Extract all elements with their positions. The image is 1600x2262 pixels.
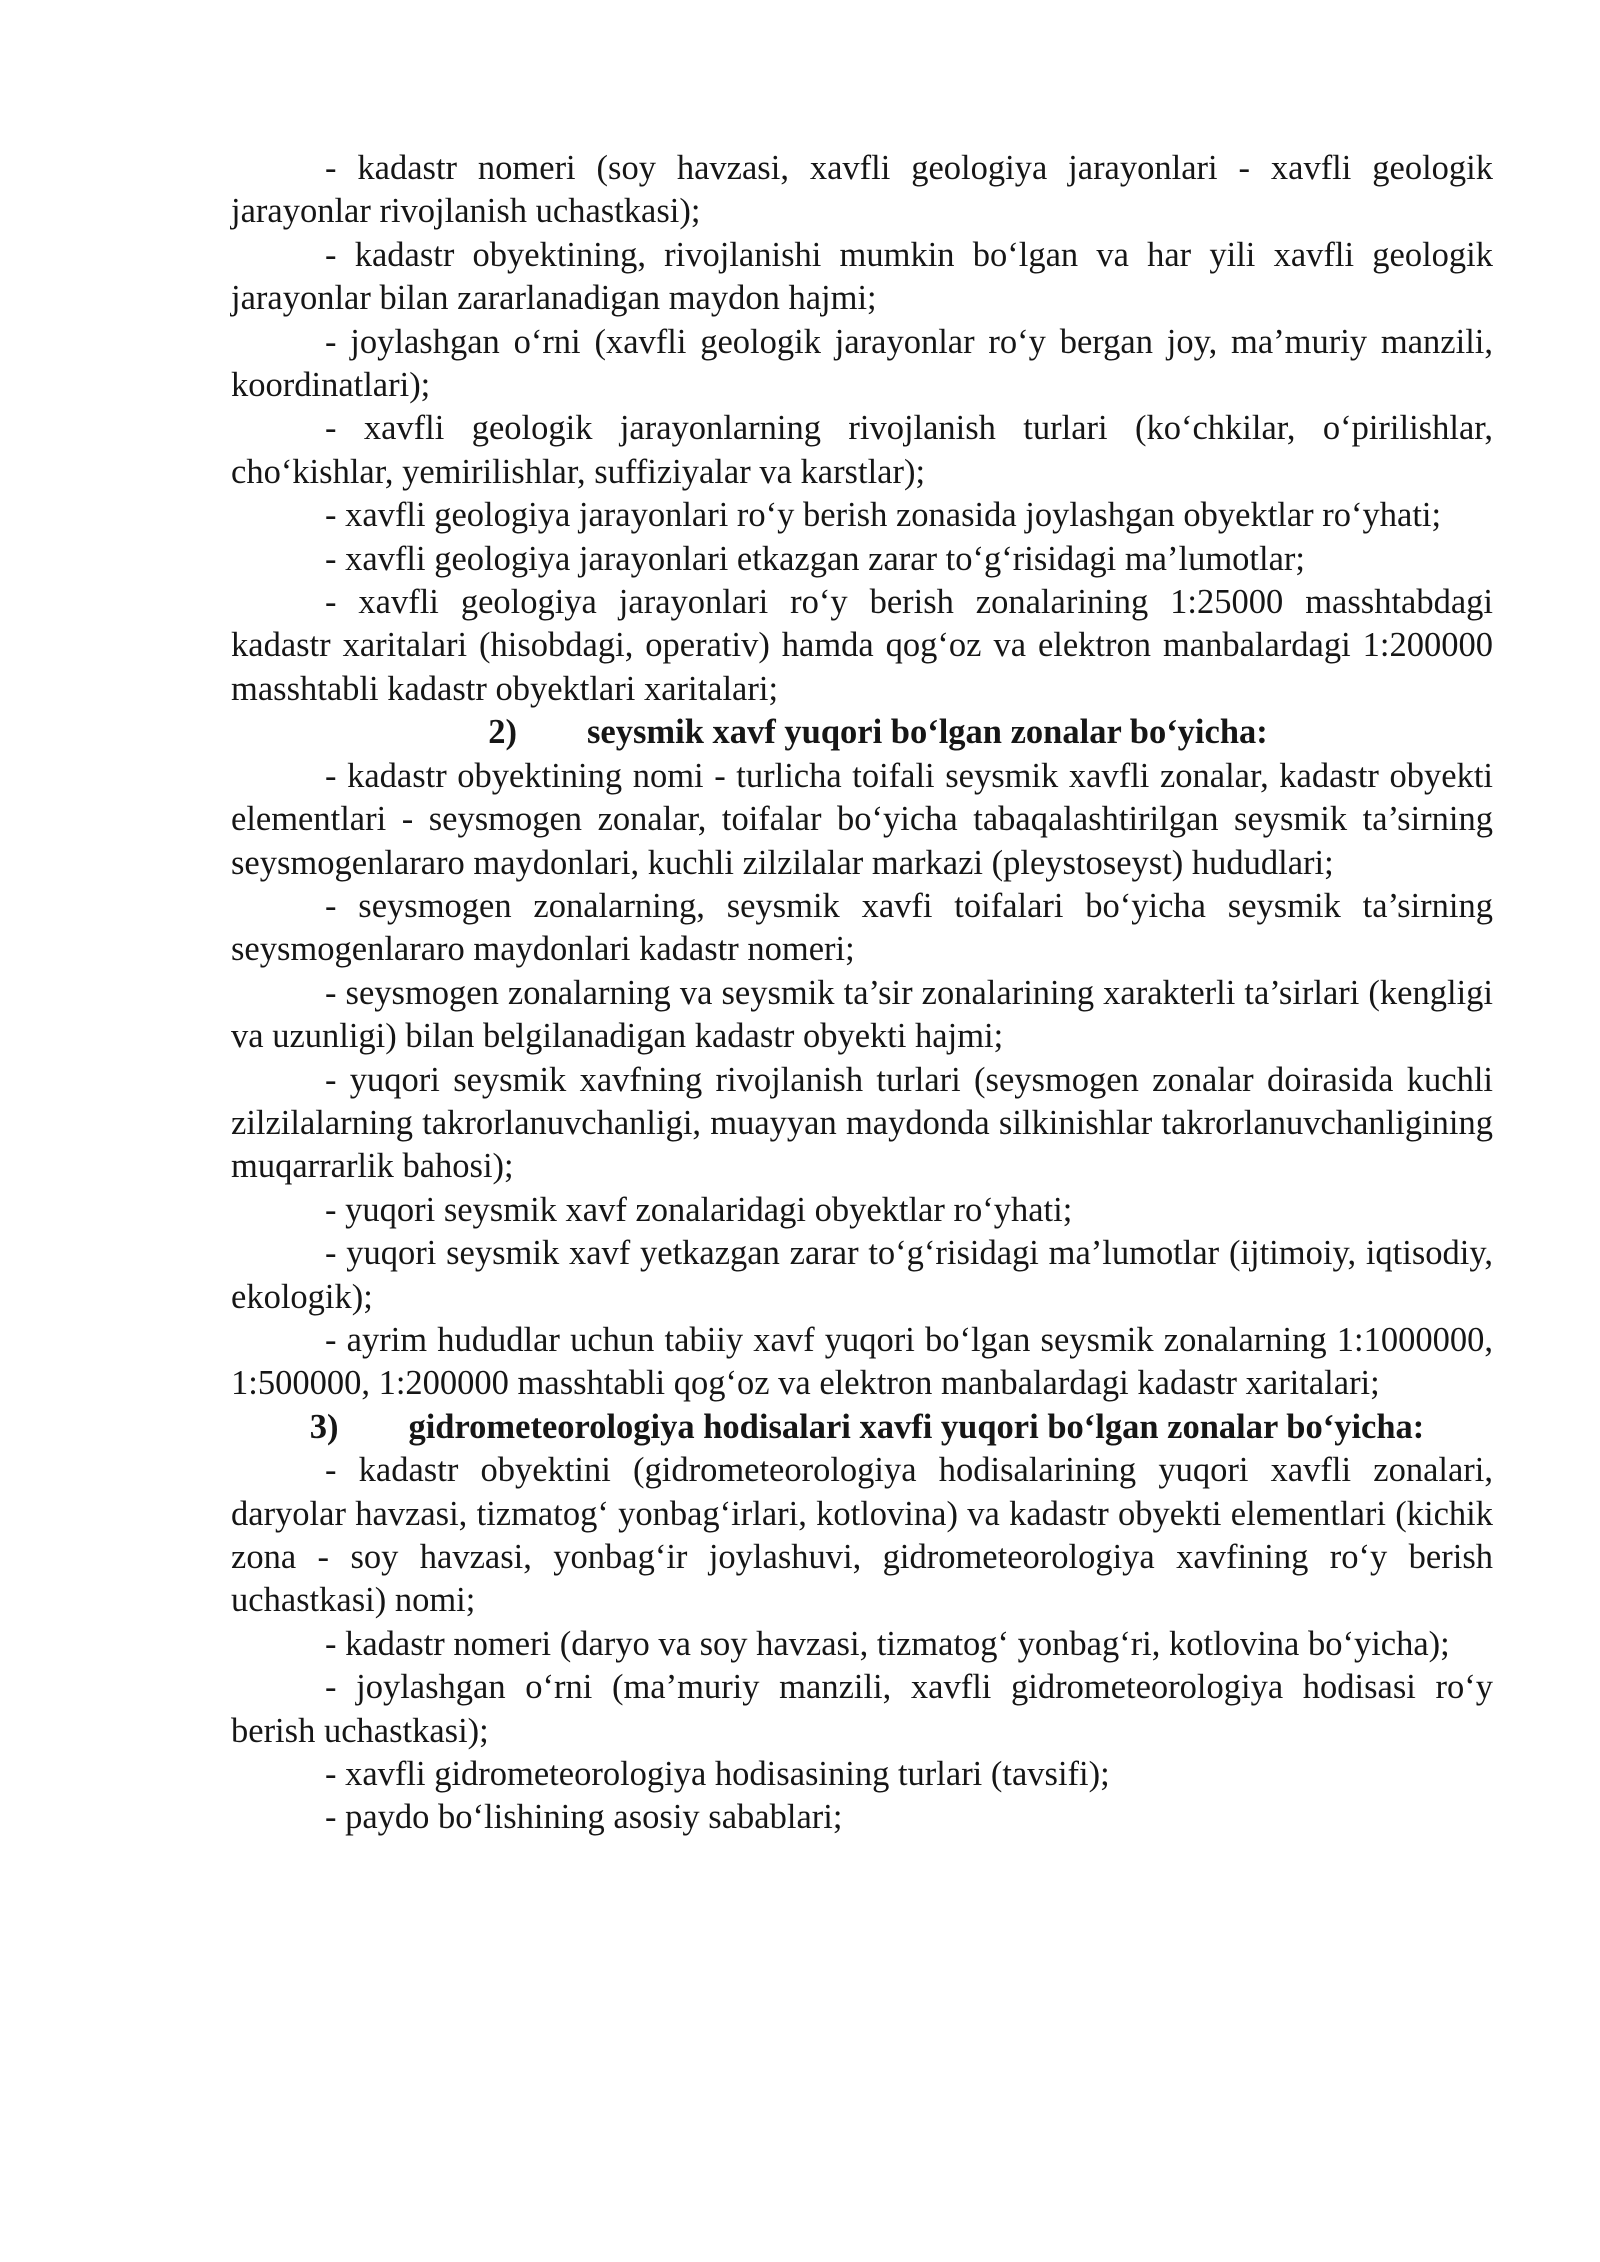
list-item: - yuqori seysmik xavfning rivojlanish turlari (seysmogen zonalar doirasida kuchli zilzilalarning takrorlanuvchanligi, muayyan maydonda silkinishlar takrorlanuvchanligining muqarrarlik bahosi); <box>231 1060 1493 1186</box>
list-item: - xavfli geologiya jarayonlari etkazgan zarar to‘g‘risidagi ma’lumotlar; <box>325 539 1305 578</box>
section-number: 3) <box>309 1407 339 1446</box>
list-item: - joylashgan o‘rni (xavfli geologik jarayonlar ro‘y bergan joy, ma’muriy manzili, koordinatlari); <box>231 322 1493 405</box>
list-item: - kadastr nomeri (soy havzasi, xavfli geologiya jarayonlari - xavfli geologik jarayonlar rivojlanish uchastkasi); <box>231 149 1493 231</box>
list-item: - xavfli geologiya jarayonlari ro‘y berish zonalarining 1:25000 masshtabdagi kadastr xaritalari (hisobdagi, operativ) hamda qog‘oz va elektron manbalardagi 1:200000 masshtabli kadastr obyektlari xaritalari; <box>231 583 1493 708</box>
list-item: - joylashgan o‘rni (ma’muriy manzili, xavfli gidrometeorologiya hodisasi ro‘y berish uchastkasi); <box>231 1668 1493 1750</box>
list-item: - xavfli geologik jarayonlarning rivojlanish turlari (ko‘chkilar, o‘pirilishlar, cho‘kishlar, yemirilishlar, suffiziyalar va karstlar); <box>231 409 1493 491</box>
list-item: - xavfli geologiya jarayonlari ro‘y berish zonasida joylashgan obyektlar ro‘yhati; <box>325 496 1442 535</box>
document-page <box>231 147 1493 1840</box>
section-heading-3 <box>231 1406 1493 1449</box>
list-item: - paydo bo‘lishining asosiy sabablari; <box>325 1798 843 1837</box>
list-item: - seysmogen zonalarning, seysmik xavfi toifalari bo‘yicha seysmik ta’sirning seysmogenlararo maydonlari kadastr nomeri; <box>231 886 1493 969</box>
list-item: - xavfli gidrometeorologiya hodisasining turlari (tavsifi); <box>325 1755 1110 1794</box>
section-title: gidrometeorologiya hodisalari xavfi yuqori bo‘lgan zonalar bo‘yicha: <box>408 1407 1425 1446</box>
list-item: - kadastr obyektining, rivojlanishi mumkin bo‘lgan va har yili xavfli geologik jarayonlar bilan zararlanadigan maydon hajmi; <box>231 235 1493 318</box>
list-item: - yuqori seysmik xavf zonalaridagi obyektlar ro‘yhati; <box>325 1190 1073 1229</box>
list-item: - seysmogen zonalarning va seysmik ta’sir zonalarining xarakterli ta’sirlari (kengligi va uzunligi) bilan belgilanadigan kadastr obyekti hajmi; <box>231 973 1493 1056</box>
list-item: - kadastr obyektining nomi - turlicha toifali seysmik xavfli zonalar, kadastr obyekti elementlari - seysmogen zonalar, toifalar bo‘yicha tabaqalashtirilgan seysmik ta’sirning seysmogenlararo maydonlari, kuchli zilzilalar markazi (pleystoseyst) hududlari; <box>231 756 1493 882</box>
section-number: 2) <box>488 713 517 752</box>
list-item: - kadastr nomeri (daryo va soy havzasi, tizmatog‘ yonbag‘ri, kotlovina bo‘yicha); <box>325 1624 1450 1663</box>
list-item: - kadastr obyektini (gidrometeorologiya hodisalarining yuqori xavfli zonalari, daryolar havzasi, tizmatog‘ yonbag‘irlari, kotlovina) va kadastr obyekti elementlari (kichik zona - soy havzasi, yonbag‘ir joylashuvi, gidrometeorologiya xavfining ro‘y berish uchastkasi) nomi; <box>231 1451 1493 1620</box>
list-item: - yuqori seysmik xavf yetkazgan zarar to‘g‘risidagi ma’lumotlar (ijtimoiy, iqtisodiy, ekologik); <box>231 1234 1493 1316</box>
list-item: - ayrim hududlar uchun tabiiy xavf yuqori bo‘lgan seysmik zonalarning 1:1000000, 1:500000, 1:200000 masshtabli qog‘oz va elektron manbalardagi kadastr xaritalari; <box>231 1320 1493 1403</box>
section-title: seysmik xavf yuqori bo‘lgan zonalar bo‘yicha: <box>586 713 1268 752</box>
section-heading-2 <box>231 711 1493 754</box>
